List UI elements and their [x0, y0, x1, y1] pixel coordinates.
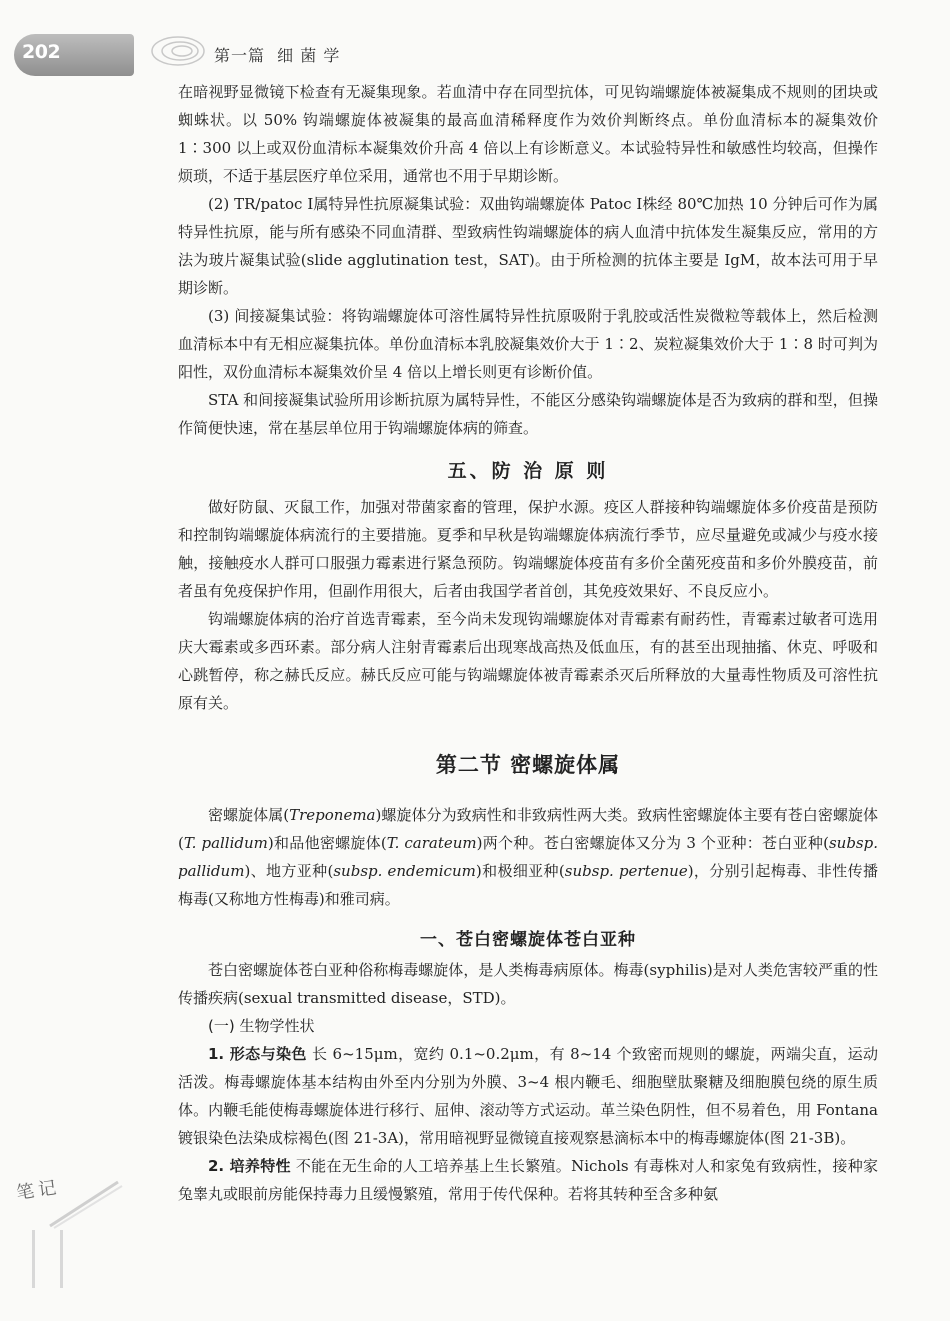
paragraph: STA 和间接凝集试验所用诊断抗原为属特异性，不能区分感染钩端螺旋体是否为致病的群和型，但操作简便快速，常在基层单位用于钩端螺旋体病的筛查。 — [178, 391, 878, 437]
item-text: 不能在无生命的人工培养基上生长繁殖。Nichols 有毒株对人和家兔有致病性，接种家兔睾丸或眼前房能保持毒力且缓慢繁殖，常用于传代保种。若将其转种至含多种氨 — [178, 1157, 878, 1203]
pen-stroke-icon — [10, 1178, 130, 1238]
swirl-logo-icon — [150, 32, 206, 70]
text-run: )，分别引起梅毒、非性传播梅毒(又称地方性梅毒)和雅司病。 — [178, 862, 878, 908]
latin-name: subsp. endemicum — [333, 862, 476, 880]
subheading-biology: (一) 生物学性状 — [208, 1017, 315, 1035]
margin-note-label: 笔记 — [14, 1177, 62, 1204]
paragraph: 在暗视野显微镜下检查有无凝集现象。若血清中存在同型抗体，可见钩端螺旋体被凝集成不规则的团块或蜘蛛状。以 50% 钩端螺旋体被凝集的最高血清稀释度作为效价判断终点。单份血清标本的凝集效价 1∶300 以上或双份血清标本凝集效价升高 4 倍以上有诊断意义。本试验特异性和敏感性均较高，但操作烦琐，不适于基层医疗单位采用，通常也不用于早期诊断。 — [178, 83, 878, 185]
paragraph-morphology — [178, 1040, 878, 1152]
text-run: )、地方亚种( — [244, 862, 334, 880]
paragraph-treponema-intro — [178, 801, 878, 913]
paragraph: 做好防鼠、灭鼠工作，加强对带菌家畜的管理，保护水源。疫区人群接种钩端螺旋体多价疫苗是预防和控制钩端螺旋体病流行的主要措施。夏季和早秋是钩端螺旋体病流行季节，应尽量避免或减少与疫水接触，接触疫水人群可口服强力霉素进行紧急预防。钩端螺旋体疫苗有多价全菌死疫苗和多价外膜疫苗，前者虽有免疫保护作用，但副作用很大，后者由我国学者首创，其免疫效果好、不良反应小。 — [178, 498, 878, 600]
margin-rule — [32, 1230, 35, 1288]
text-run: )螺旋体分为致病性和非致病性两大类。致病性密螺旋体主要有苍白密螺旋体( — [178, 806, 878, 852]
item-title: 2. 培养特性 — [208, 1157, 291, 1175]
latin-name: subsp. pertenue — [564, 862, 688, 880]
margin-note — [10, 1168, 130, 1268]
latin-name: T. carateum — [386, 834, 477, 852]
paragraph: (2) TR/patoc Ⅰ属特异性抗原凝集试验：双曲钩端螺旋体 Patoc Ⅰ株经 80℃加热 10 分钟后可作为属特异性抗原，能与所有感染不同血清群、型致病性钩端螺旋体的病人血清中抗体发生凝集反应，常用的方法为玻片凝集试验(slide agglutination test，SAT)。由于所检测的抗体主要是 IgM，故本法可用于早期诊断。 — [178, 195, 878, 297]
paragraph: (3) 间接凝集试验：将钩端螺旋体可溶性属特异性抗原吸附于乳胶或活性炭微粒等载体上，然后检测血清标本中有无相应凝集抗体。单份血清标本乳胶凝集效价大于 1∶2、炭粒凝集效价大于 1∶8 时可判为阳性，双份血清标本凝集效价呈 4 倍以上增长则更有诊断价值。 — [178, 307, 878, 381]
section-title: 第二节 密螺旋体属 — [435, 753, 621, 777]
text-run: )两个种。苍白密螺旋体又分为 3 个亚种：苍白亚种( — [476, 834, 829, 852]
text-run: 密螺旋体属( — [208, 806, 290, 824]
paragraph: 钩端螺旋体病的治疗首选青霉素，至今尚未发现钩端螺旋体对青霉素有耐药性，青霉素过敏者可选用庆大霉素或多西环素。部分病人注射青霉素后出现寒战高热及低血压，有的甚至出现抽搐、休克、呼吸和心跳暂停，称之赫氏反应。赫氏反应可能与钩端螺旋体被青霉素杀灭后所释放的大量毒性物质及可溶性抗原有关。 — [178, 610, 878, 712]
text-run: )和极细亚种( — [475, 862, 565, 880]
page-header — [0, 20, 950, 80]
heading-prevention: 五、防 治 原 则 — [447, 460, 609, 482]
latin-name: T. pallidum — [183, 834, 268, 852]
page-number: 202 — [22, 41, 61, 63]
running-head: 第一篇 细 菌 学 — [214, 46, 341, 65]
text-run: )和品他密螺旋体( — [267, 834, 387, 852]
paragraph-culture — [178, 1152, 878, 1208]
page-body — [178, 78, 878, 1208]
item-text: 长 6~15μm，宽约 0.1~0.2μm，有 8~14 个致密而规则的螺旋，两端尖直，运动活泼。梅毒螺旋体基本结构由外至内分别为外膜、3~4 根内鞭毛、细胞壁肽聚糖及细胞膜包绕的原生质体。内鞭毛能使梅毒螺旋体进行移行、屈伸、滚动等方式运动。革兰染色阴性，但不易着色，用 Fontana 镀银染色法染成棕褐色(图 21-3A)，常用暗视野显微镜直接观察悬滴标本中的梅毒螺旋体(图 21-3B)。 — [178, 1045, 879, 1147]
paragraph: 苍白密螺旋体苍白亚种俗称梅毒螺旋体，是人类梅毒病原体。梅毒(syphilis)是对人类危害较严重的性传播疾病(sexual transmitted disease，STD)。 — [178, 961, 878, 1007]
latin-name: Treponema — [289, 806, 376, 824]
item-title: 1. 形态与染色 — [208, 1045, 307, 1063]
latin-name: subsp. pallidum — [178, 834, 878, 880]
heading-t-pallidum: 一、苍白密螺旋体苍白亚种 — [420, 930, 636, 950]
margin-rule — [60, 1230, 63, 1288]
